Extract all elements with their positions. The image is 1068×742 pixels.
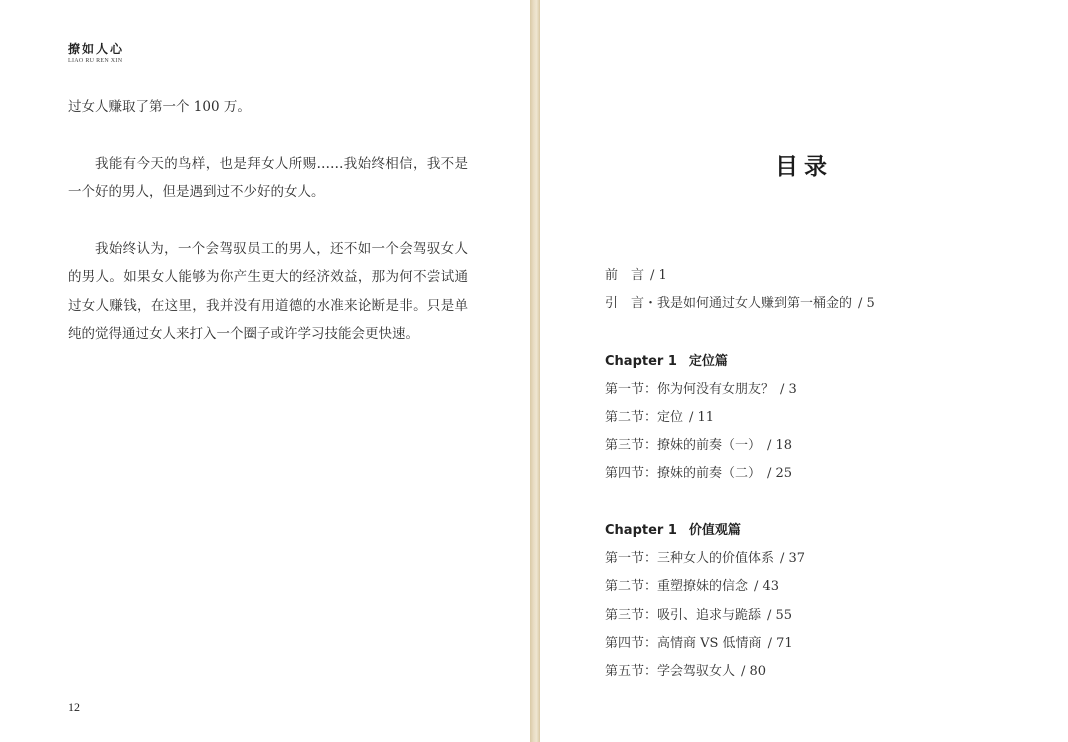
- toc-entry-page: / 11: [689, 410, 715, 425]
- book-gutter: [530, 0, 540, 742]
- book-title: 撩如人心: [68, 42, 125, 56]
- toc-entry[interactable]: [605, 406, 714, 425]
- toc-entry-label: 第四节：撩妹的前奏（二）: [605, 466, 762, 481]
- toc-entry[interactable]: [605, 660, 766, 679]
- toc-entry-label: 第四节：高情商 VS 低情商: [605, 636, 762, 651]
- paragraph: 我能有今天的鸟样，也是拜女人所赐……我始终相信，我不是一个好的男人，但是遇到过不少好的女人。: [68, 155, 468, 200]
- body-text: [68, 93, 468, 377]
- toc-entry-label: 引 言・我是如何通过女人赚到第一桶金的: [605, 296, 853, 311]
- toc-chapter-heading[interactable]: [605, 350, 728, 369]
- toc-entry[interactable]: [605, 378, 797, 397]
- chapter-name: 价值观篇: [688, 523, 741, 538]
- toc-entry[interactable]: [605, 575, 779, 594]
- chapter-name: 定位篇: [688, 354, 728, 369]
- toc-entry-label: 第二节：定位: [605, 410, 684, 425]
- toc-entry-label: 第一节：三种女人的价值体系: [605, 551, 775, 566]
- toc-entry-label: 第三节：吸引、追求与跪舔: [605, 608, 762, 623]
- toc-entry-label: 前 言: [605, 268, 645, 283]
- toc-entry-page: / 5: [858, 296, 875, 311]
- toc-entry-page: / 80: [741, 664, 767, 679]
- toc-chapter-heading[interactable]: [605, 519, 741, 538]
- toc-title: 目录: [775, 153, 833, 180]
- toc-entry-label: 第三节：撩妹的前奏（一）: [605, 438, 762, 453]
- paragraph: 我始终认为，一个会驾驭员工的男人，还不如一个会驾驭女人的男人。如果女人能够为你产生更大的经济效益，那为何不尝试通过女人赚钱，在这里，我并没有用道德的水准来论断是非。只是单纯的觉得通过女人来打入一个圈子或许学习技能会更快速。: [68, 240, 468, 342]
- page-number: 12: [68, 700, 80, 714]
- right-page: [540, 0, 1068, 742]
- toc-entry-preface[interactable]: [605, 264, 667, 283]
- toc-entry-introduction[interactable]: [605, 292, 875, 311]
- toc-entry-page: / 37: [780, 551, 806, 566]
- chapter-number: Chapter 1: [605, 354, 677, 369]
- running-head: [68, 40, 124, 64]
- paragraph: 过女人赚取了第一个 100 万。: [68, 99, 251, 115]
- toc-entry-page: / 3: [780, 382, 797, 397]
- book-title-pinyin: LIAO RU REN XIN: [68, 58, 123, 64]
- toc-entry[interactable]: [605, 632, 793, 651]
- toc-entry-page: / 71: [767, 636, 793, 651]
- toc-entry-page: / 18: [767, 438, 793, 453]
- toc-entry[interactable]: [605, 462, 792, 481]
- chapter-number: Chapter 1: [605, 523, 677, 538]
- toc-entry-page: / 25: [767, 466, 793, 481]
- toc-entry-page: / 1: [650, 268, 667, 283]
- toc-entry-page: / 55: [767, 608, 793, 623]
- toc-entry[interactable]: [605, 434, 792, 453]
- toc-entry-page: / 43: [754, 579, 780, 594]
- toc-entry-label: 第一节：你为何没有女朋友？: [605, 382, 775, 397]
- left-page: [0, 0, 530, 742]
- toc-entry[interactable]: [605, 547, 805, 566]
- toc-entry[interactable]: [605, 604, 792, 623]
- toc-entry-label: 第五节：学会驾驭女人: [605, 664, 736, 679]
- toc-entry-label: 第二节：重塑撩妹的信念: [605, 579, 749, 594]
